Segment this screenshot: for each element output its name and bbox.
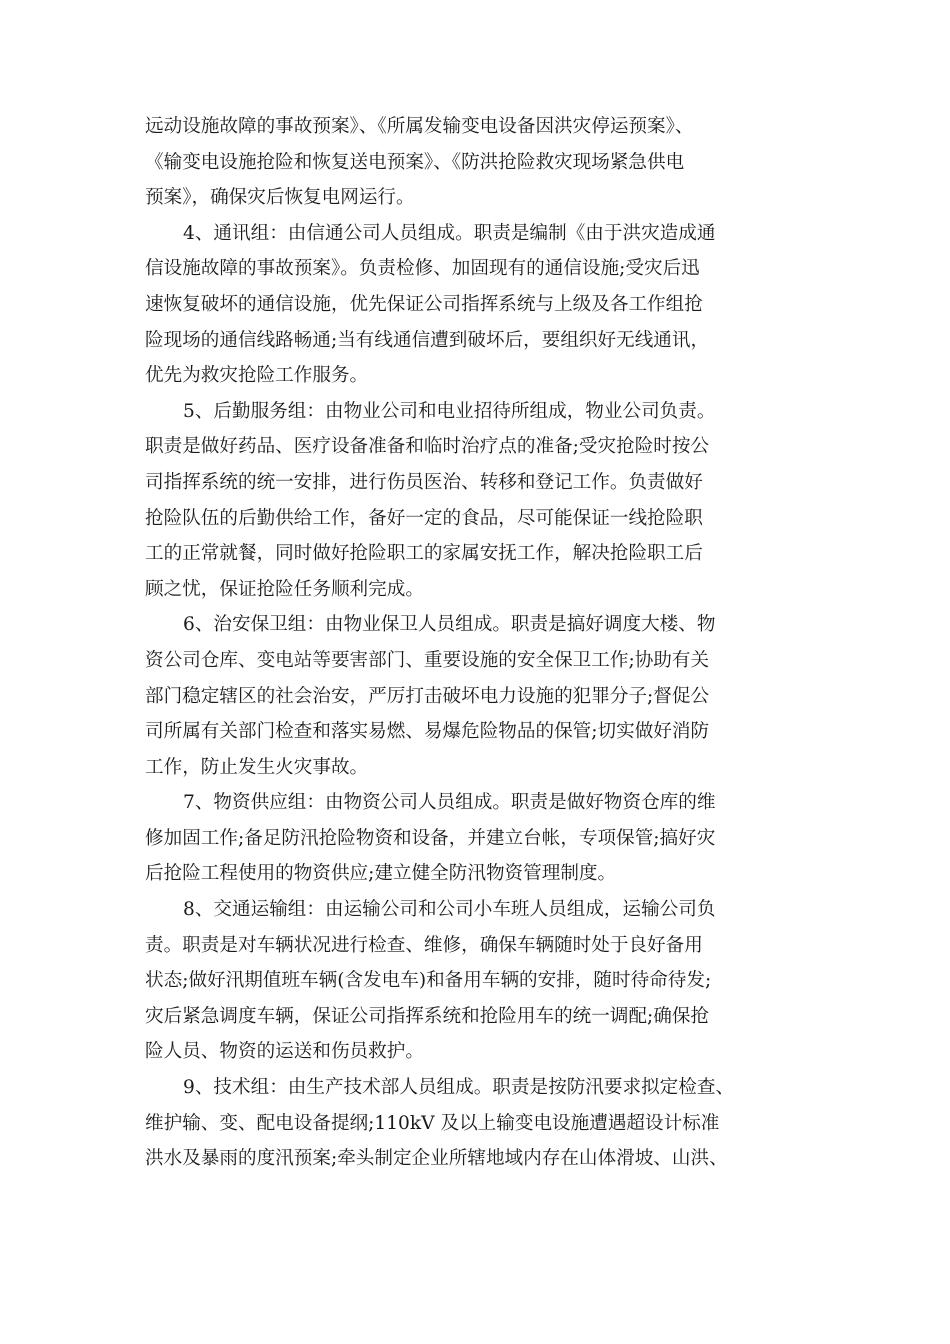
text-line: 维护输、变、配电设备提纲;110kV 及以上输变电设施遭遇超设计标准 [145,1112,720,1134]
text-line: 工作，防止发生火灾事故。 [145,756,369,778]
text-line: 司所属有关部门检查和落实易燃、易爆危险物品的保管;切实做好消防 [145,721,710,743]
paragraph-start-line: 6、治安保卫组：由物业保卫人员组成。职责是搞好调度大楼、物 [183,614,716,636]
text-line: 险人员、物资的运送和伤员救护。 [145,1041,424,1063]
paragraph-start-line: 5、后勤服务组：由物业公司和电业招待所组成，物业公司负责。 [183,400,716,422]
text-line: 灾后紧急调度车辆，保证公司指挥系统和抢险用车的统一调配;确保抢 [145,1005,710,1027]
paragraph-start-line: 8、交通运输组：由运输公司和公司小车班人员组成，运输公司负 [183,899,716,921]
paragraph-start-line: 4、通讯组：由信通公司人员组成。职责是编制《由于洪灾造成通 [183,222,716,244]
text-line: 后抢险工程使用的物资供应;建立健全防汛物资管理制度。 [145,863,617,885]
text-line: 《输变电设施抢险和恢复送电预案》、《防洪抢险救灾现场紧急供电 [145,151,685,173]
text-line: 职责是做好药品、医疗设备准备和临时治疗点的准备;受灾抢险时按公 [145,436,710,458]
text-line: 信设施故障的事故预案》。负责检修、加固现有的通信设施;受灾后迅 [145,258,700,280]
text-line: 工的正常就餐，同时做好抢险职工的家属安抚工作，解决抢险职工后 [145,543,703,565]
text-line: 资公司仓库、变电站等要害部门、重要设施的安全保卫工作;协助有关 [145,649,710,671]
document-body [145,109,821,1177]
text-line: 顾之忧，保证抢险任务顺利完成。 [145,578,424,600]
text-line: 预案》，确保灾后恢复电网运行。 [145,187,415,209]
text-line: 部门稳定辖区的社会治安，严厉打击破坏电力设施的犯罪分子;督促公 [145,685,710,707]
text-line: 责。职责是对车辆状况进行检查、维修，确保车辆随时处于良好备用 [145,934,703,956]
text-line: 洪水及暴雨的度汛预案;牵头制定企业所辖地域内存在山体滑坡、山洪、 [145,1148,728,1170]
text-line: 险现场的通信线路畅通;当有线通信遭到破坏后，要组织好无线通讯， [145,329,710,351]
text-line: 司指挥系统的统一安排，进行伤员医治、转移和登记工作。负责做好 [145,471,703,493]
text-line: 修加固工作;备足防汛抢险物资和设备，并建立台帐，专项保管;搞好灾 [145,827,716,849]
text-line: 优先为救灾抢险工作服务。 [145,365,369,387]
text-line: 抢险队伍的后勤供给工作，备好一定的食品，尽可能保证一线抢险职 [145,507,703,529]
paragraph-start-line: 9、技术组：由生产技术部人员组成。职责是按防汛要求拟定检查、 [183,1077,735,1099]
text-line: 状态;做好汛期值班车辆(含发电车)和备用车辆的安排，随时待命待发; [145,970,712,992]
paragraph-start-line: 7、物资供应组：由物资公司人员组成。职责是做好物资仓库的维 [183,792,716,814]
text-line: 速恢复破坏的通信设施，优先保证公司指挥系统与上级及各工作组抢 [145,293,703,315]
text-line: 远动设施故障的事故预案》、《所属发输变电设备因洪灾停运预案》、 [145,116,694,137]
